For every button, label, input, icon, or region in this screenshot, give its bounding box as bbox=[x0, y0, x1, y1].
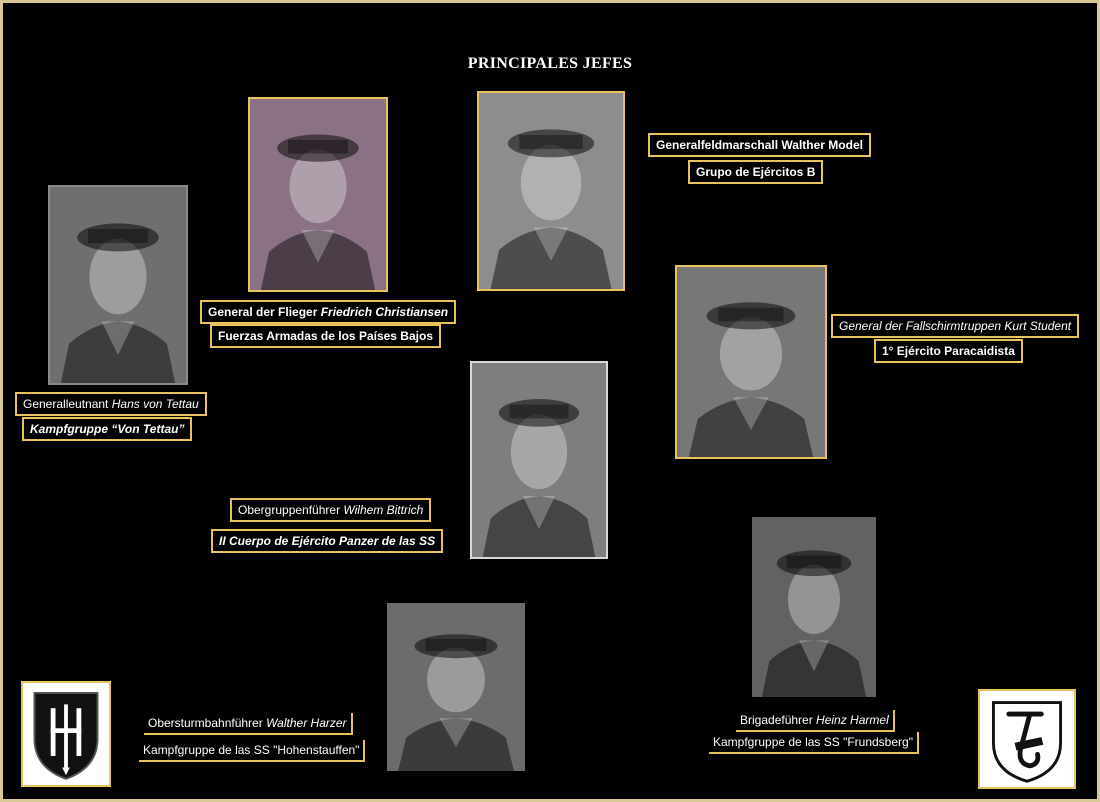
label-tettau-command: Kampfgruppe “Von Tettau” bbox=[22, 417, 192, 441]
label-tettau-rank: Generalleutnant Hans von Tettau bbox=[15, 392, 207, 416]
portrait-hans-von-tettau bbox=[48, 185, 188, 385]
portrait-kurt-student bbox=[675, 265, 827, 459]
label-harmel-command: Kampfgruppe de las SS "Frundsberg" bbox=[709, 732, 919, 754]
label-student-rank: General der Fallschirmtruppen Kurt Student bbox=[831, 314, 1079, 338]
label-bittrich-rank: Obergruppenführer Wilhem Bittrich bbox=[230, 498, 431, 522]
label-christiansen-rank: General der Flieger Friedrich Christiansen bbox=[200, 300, 456, 324]
label-student-command: 1° Ejército Paracaidista bbox=[874, 339, 1023, 363]
page-title: PRINCIPALES JEFES bbox=[467, 55, 633, 72]
portrait-walther-model bbox=[477, 91, 625, 291]
shield-icon bbox=[23, 683, 109, 785]
shield-icon bbox=[980, 691, 1074, 787]
portrait-walther-harzer bbox=[387, 603, 525, 771]
portrait-wilhem-bittrich bbox=[470, 361, 608, 559]
label-model-rank: Generalfeldmarschall Walther Model bbox=[648, 133, 871, 157]
portrait-friedrich-christiansen bbox=[248, 97, 388, 292]
label-harzer-command: Kampfgruppe de las SS "Hohenstauffen" bbox=[139, 740, 365, 762]
frundsberg-emblem bbox=[978, 689, 1076, 789]
hohenstaufen-emblem bbox=[21, 681, 111, 787]
portrait-heinz-harmel bbox=[752, 517, 876, 697]
label-model-command: Grupo de Ejércitos B bbox=[688, 160, 823, 184]
label-christiansen-command: Fuerzas Armadas de los Países Bajos bbox=[210, 324, 441, 348]
label-harzer-rank: Obersturmbahnführer Walther Harzer bbox=[144, 713, 353, 735]
label-bittrich-command: II Cuerpo de Ejército Panzer de las SS bbox=[211, 529, 443, 553]
label-harmel-rank: Brigadeführer Heinz Harmel bbox=[736, 710, 895, 732]
